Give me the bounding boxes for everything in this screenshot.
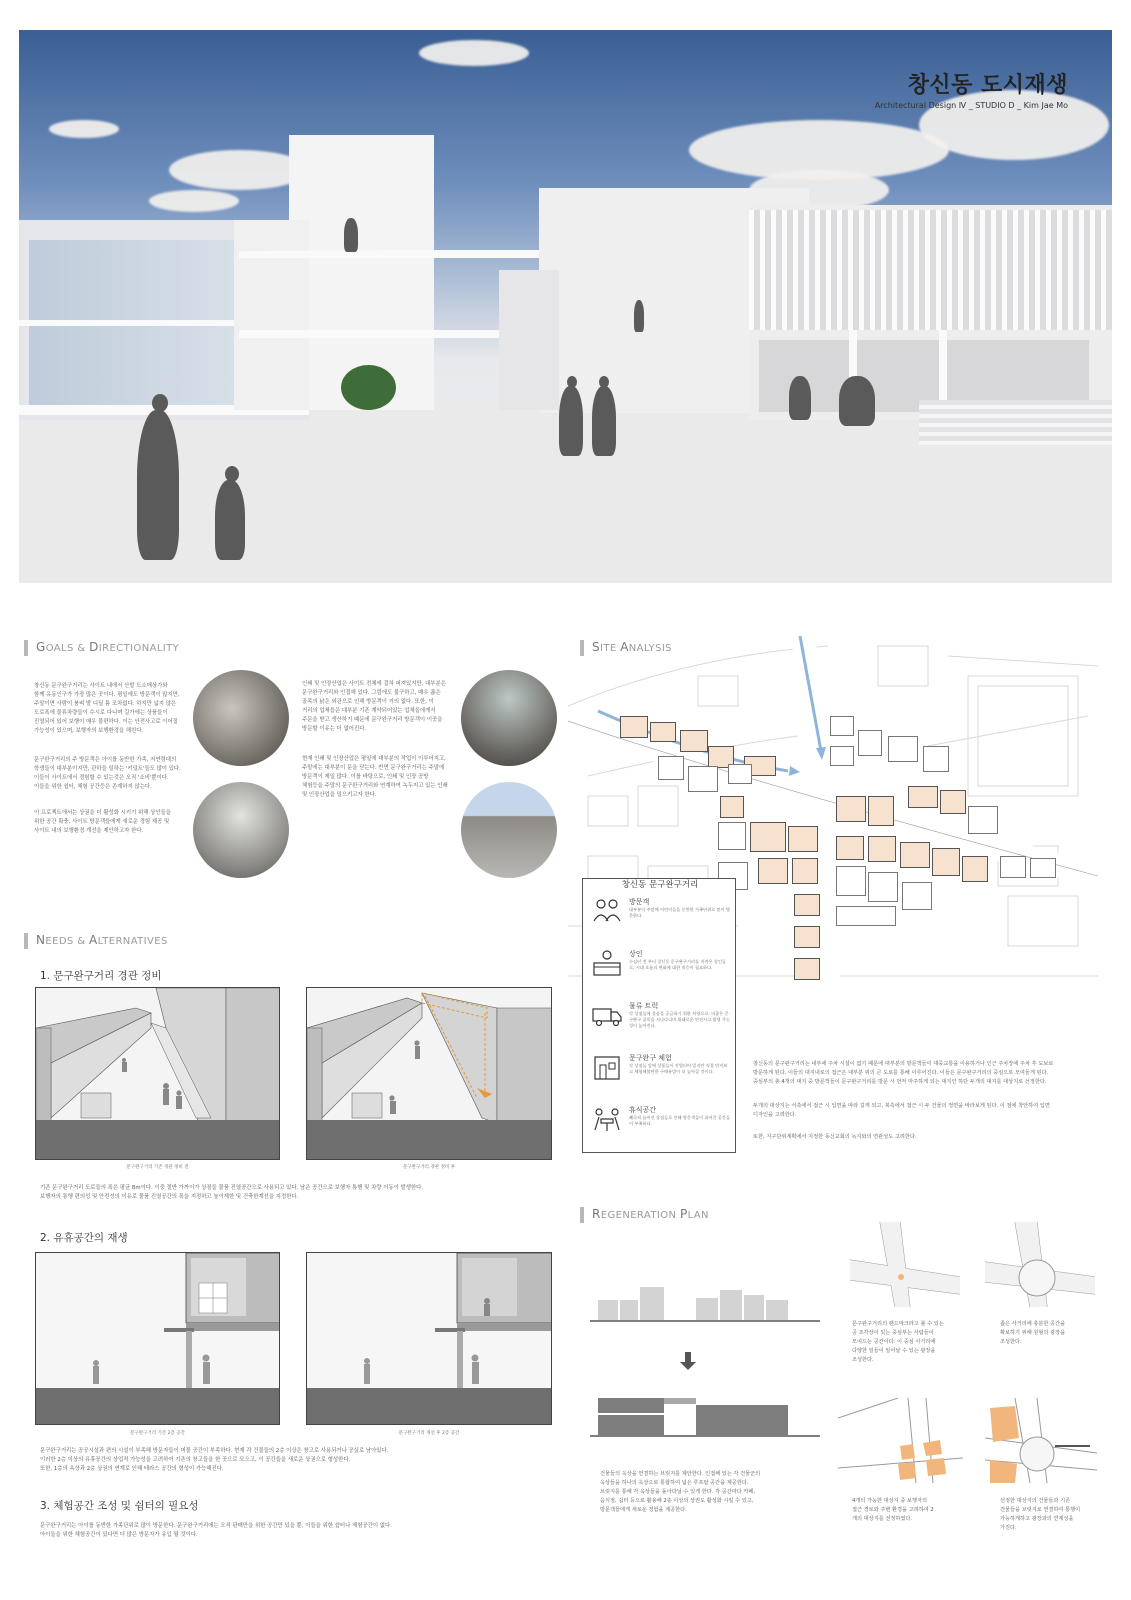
low-block: [234, 220, 309, 410]
regen-paragraph: 선정한 대상지의 건물들과 기존 건물들을 브릿지로 연결하여 통행이 가능하게하고 광장과의 연계성을 가진다.: [1000, 1498, 1081, 1531]
site-heading: [580, 640, 672, 656]
lot: [718, 822, 746, 850]
legend-box: [582, 878, 736, 1153]
visitor-icon: [591, 897, 623, 925]
lot: [836, 866, 866, 896]
caption: 문구완구거리 기존 경관 정비 전: [126, 1165, 189, 1170]
street-section-before: [35, 987, 280, 1160]
commercial-lot: [900, 842, 930, 868]
heading-text: EEDS &: [45, 936, 90, 947]
commercial-lot: [750, 822, 786, 852]
regen-paragraph: 건물들의 옥상을 연결하는 브릿지를 제안한다. 인접해 있는 각 건물군의 옥상들을 하나의 옥상으로 통합하여 넓은 루프탑 공간을 제공한다. 브릿지를 통해 각 옥상들을 돌아다닐 수 있게 한다. 각 공간마다 카페, 음식점, 쉼터 등으로 활용해 2층 이상의 상권도 활성화 시킬 수 있고, 방문객들에게 새로운 경험을 제공한다.: [600, 1471, 761, 1513]
idle-space-section-before: [35, 1252, 280, 1425]
person-on-terrace: [634, 300, 644, 332]
lot: [888, 736, 918, 762]
heading-text: LTERNATIVES: [97, 936, 168, 947]
commercial-lot: [836, 836, 864, 860]
goals-paragraph: 이 프로젝트에서는 상권을 더 활성화 시키기 위해 상인들을 위한 공간 확충, 사이트 방문객들에게 새로운 경험 제공 및 사이트 내의 보행환경 개선을 제안하고자 한다.: [34, 810, 171, 834]
commercial-lot: [680, 730, 708, 752]
lot: [830, 716, 854, 736]
lot: [830, 746, 854, 766]
building-section-drawing: [307, 1253, 552, 1425]
photo-printing-street: [461, 782, 557, 878]
rooftop-bridge-diagram: [590, 1280, 820, 1450]
site-paragraph: 또한, 지구단위계획에서 지정한 동신교회의 녹지와의 연관성도 고려한다.: [753, 1134, 917, 1140]
regen-paragraph: 문구완구거리의 랜드마크라고 볼 수 있는 공 조각상이 있는 중심부는 사람들이 모여드는 공간이다. 이 중심 사거리에 다양한 일들이 일어날 수 있는 광장을 조성한다.: [852, 1321, 944, 1363]
needs-paragraph: 문구완구거리는 아이를 동반한 가족단위로 많이 방문한다. 문구완구거리에는 오직 판매만을 위한 공간만 있을 뿐, 이들을 위한 쉼터나 체험공간이 없다. 아이들을 위한 체험공간이 있다면 더 많은 방문자가 유입 될 것이다.: [40, 1523, 392, 1538]
hero-rendering: [19, 30, 1112, 583]
lot: [1000, 856, 1026, 878]
cloud: [149, 190, 239, 212]
person-on-bridge: [344, 218, 358, 252]
heading-initial: R: [592, 1207, 601, 1221]
commercial-lot: [788, 826, 818, 852]
heading-initial: G: [36, 640, 46, 654]
person-silhouette: [137, 410, 179, 560]
lot: [923, 746, 949, 772]
lot: [868, 872, 898, 902]
intersection-diagram: [850, 1222, 960, 1307]
legend-title: 창신동 문구완구거리: [616, 880, 705, 890]
legend-item-title: 물류 트럭: [629, 1002, 659, 1010]
lot: [1030, 858, 1056, 878]
heading-text: OALS &: [45, 643, 90, 654]
regen-paragraph: 좁은 사거리에 충분한 공간을 확보하기 위해 원형의 광장을 조성한다.: [1000, 1321, 1066, 1345]
merchant-icon: [591, 949, 623, 977]
commercial-lot: [836, 796, 866, 822]
workshop-icon: [591, 1053, 623, 1081]
steps: [919, 400, 1112, 445]
site-paragraph: 창신동의 문구완구거리는 내부에 주차 시설이 없기 때문에 대부분의 방문객들이 대중교통을 이용하거나 인근 주차장에 주차 후 도보로 방문하게 된다. 이들의 대지내로의 접근은 대부분 위의 큰 도로를 통해 이루어진다. 이들은 문구완구거리의 중심으로 모여들게 된다. 중심부의 총 4개의 대지 중 방문객들이 문구완구거리를 방문 시 먼저 마주하게 되는 대지인 하단 두개의 대지를 대상지로 선정한다.: [753, 1061, 1054, 1085]
street-perspective-drawing: [36, 988, 280, 1160]
commercial-lot: [868, 796, 894, 826]
photo-shopping-street: [193, 782, 289, 878]
street-perspective-drawing: [307, 988, 552, 1160]
legend-item-desc: 빼곡히 늘어선 상점들로 인해 방문객들이 쉬어갈 공간들이 부족하다.: [629, 1115, 731, 1126]
tree: [341, 365, 396, 410]
goals-paragraph: 문구완구거리의 주 방문객은 아이를 동반한 가족, 저연령대의 학생들이 대부분이지만, 관하들 일하는 '키덜트'들도 많이 있다. 이들이 사이트에서 경험할 수 있는것은 오직 '소비'뿐이다. 이들을 위한 쉼터, 체험 공간등은 존재하지 않는다.: [34, 757, 181, 790]
needs-item-2-title: 2. 유휴공간의 재생: [40, 1232, 128, 1244]
heading-text: LAN: [687, 1210, 709, 1221]
lot: [858, 730, 882, 756]
commercial-lot: [794, 958, 820, 980]
commercial-lot: [962, 856, 988, 882]
heading-initial: S: [592, 640, 601, 654]
commercial-lot: [794, 926, 820, 948]
site-paragraph: 두개의 대상지는 서측에서 접근 시 입면을 따라 길게 되고, 북측에서 접근 시 두 건물의 정면을 바라보게 된다. 이 점에 착안하여 입면 디자인을 고려한다.: [753, 1103, 1050, 1118]
seated-person: [789, 376, 811, 420]
heading-initial: P: [679, 1207, 688, 1221]
truck-icon: [591, 1001, 623, 1029]
commercial-lot: [650, 722, 676, 742]
needs-item-3-title: 3. 체험공간 조성 및 쉼터의 필요성: [40, 1500, 199, 1512]
cloud: [49, 120, 119, 138]
goals-paragraph: 인쇄 및 인장산업은 사이트 전체에 걸쳐 퍼져있지만, 대부분은 문구완구거리와 인접해 있다. 그럼에도 불구하고, 매우 좁은 골목의 낡은 외관으로 인해 방문객이 거의 없다. 또한, 이 거리의 업체들은 대부분 기존 계약되어있는 업체들에게서 주문을 받고 생산하기 때문에 문구완구거리 방문객이 이곳을 방문할 이유는 더 없어진다.: [302, 681, 446, 732]
regen-paragraph: 4개의 가능한 대상지 중 보행자의 접근 경로와 주변 환경을 고려하여 2 개의 대상지를 선정하였다.: [852, 1498, 934, 1522]
site-selection-diagram: [838, 1398, 963, 1483]
photo-street-crowd: [193, 670, 289, 766]
needs-item-1-title: 1. 문구완구거리 경관 정비: [40, 970, 162, 982]
commercial-lot: [868, 836, 896, 862]
needs-paragraph: 문구완구거리는 공공시설과 편의 시설이 부족해 방문자들이 머물 공간이 부족하다. 현재 각 건물들의 2층 이상은 창고로 사용되거나 공실로 남아있다. 이러한 2층 이상의 유휴공간의 상업적 가능성을 고려하여 기존의 창고들을 한 곳으로 모으고, 이 공간들을 새로운 상권으로 형성한다. 또한, 1층의 옥상과 2층 상권의 연계로 인해 테라스 공간의 형성이 가능해진다.: [40, 1448, 389, 1472]
lot: [836, 906, 896, 926]
heading-text: IRECTIONALITY: [98, 643, 180, 654]
heading-text: ITE: [600, 643, 621, 654]
heading-initial: A: [89, 933, 98, 947]
legend-title-wrap: [583, 872, 737, 891]
legend-item-title: 상인: [629, 950, 643, 958]
circular-plaza-diagram: [985, 1222, 1095, 1307]
caption: 문구완구거리 경관 정비 후: [402, 1165, 456, 1170]
cloud: [419, 40, 529, 66]
project-title-block: [875, 68, 1068, 110]
street-section-after: [306, 987, 552, 1160]
commercial-lot: [720, 796, 744, 818]
legend-item-title: 방문객: [629, 898, 650, 906]
stair-block: [499, 270, 559, 410]
heading-initial: D: [89, 640, 99, 654]
lot: [658, 756, 684, 780]
commercial-lot: [908, 786, 938, 808]
child-silhouette: [215, 480, 245, 560]
commercial-lot: [932, 848, 960, 876]
rest-icon: [591, 1105, 623, 1133]
commercial-lot: [792, 858, 818, 884]
person-silhouette: [592, 386, 616, 456]
heading-text: NALYSIS: [628, 643, 672, 654]
needs-heading: [24, 933, 168, 949]
caption: 문구완구거리 개선 후 2층 공간: [398, 1431, 460, 1436]
idle-space-section-after: [306, 1252, 552, 1425]
project-title: 창신동 도시재생: [907, 73, 1068, 98]
commercial-lot: [940, 790, 966, 814]
vertical-louvers: [749, 210, 1112, 330]
goals-heading: [24, 640, 179, 656]
commercial-lot: [620, 716, 648, 738]
legend-item-title: 휴식공간: [629, 1106, 657, 1114]
heading-initial: N: [36, 933, 46, 947]
photo-narrow-alley: [461, 670, 557, 766]
project-subtitle: Architectural Design Ⅳ _ STUDIO D _ Kim Jae Mo: [874, 101, 1068, 110]
legend-item-title: 문구완구 체험: [629, 1054, 672, 1062]
seated-people: [839, 376, 875, 426]
legend-item-desc: 각 상점들 앞에 상품들이 진열되어 있지만 직접 만져보고 체험해볼만한 구매유발이 더 높아질 것이다.: [629, 1063, 728, 1074]
heading-initial: A: [620, 640, 629, 654]
regen-heading: [580, 1207, 709, 1223]
legend-item-desc: 대부분이 주말에 어린이들을 동반한 가족단위로 많이 방문한다.: [629, 907, 731, 918]
building-section-drawing: [36, 1253, 280, 1425]
goals-paragraph: 현재 인쇄 및 인장산업은 평일에 대부분의 작업이 이루어지고, 주말에는 대부분이 문을 닫는다. 반면 문구완구거리는 주말에 방문객이 제일 많다. 이를 바탕으로, 인쇄 및 인장 공방 체험등을 주말의 문구완구거리와 연계하여 녹두지고 있는 인쇄 및 인장산업을 일으키고자 한다.: [302, 756, 448, 798]
lot: [968, 806, 998, 834]
commercial-lot: [794, 894, 820, 916]
needs-paragraph: 기존 문구완구거리 도로들의 폭은 평균 8m이다. 이중 절반 가까이가 상점들 물품 진열공간으로 사용되고 있다. 남은 공간으로 보행자 통행 및 차량 이동이 발생한다. 보행자의 통행 편의성 및 안전성의 이유로 물품 진열공간의 폭을 지정하고 높이제한 및 건축한계선을 지정한다.: [40, 1185, 424, 1200]
lot: [728, 764, 752, 784]
caption: 문구완구거리 기존 2층 공간: [130, 1431, 185, 1436]
goals-paragraph: 창신동 문구완구거리는 사이트 내에서 산발 도소매상가와 함께 유동인구가 가장 많은 곳이다. 평일에도 방문객이 많지만, 주말이면 사람이 붐벼 발 디딜 틈 조차없다. 하지만 넓지 않은 도로폭에 물류차량들이 수시로 다니며 길가에는 상품들이 진열되어 있어 보행이 매우 불편하다. 이는 안전사고로 이어질 가능성이 있으며, 보행자의 보행환경을 해친다.: [34, 683, 180, 734]
bridge-connection-diagram: [985, 1398, 1097, 1483]
lot: [902, 882, 932, 910]
legend-item-desc: 수십년 전 부터 창신동 문구완구거리를 지켜온 상인들로, 시대 흐름의 변화에 대한 적응이 필요하다.: [629, 959, 726, 970]
cloud: [169, 150, 309, 190]
lot: [688, 766, 718, 792]
person-silhouette: [559, 386, 583, 456]
commercial-lot: [758, 858, 788, 884]
legend-item-desc: 각 상점들에 물품을 공급하기 위한 차량으로, 비좁은 문구완구 골목을 지나다니며 위태로운 안전사고 발생 가능성이 높아진다.: [629, 1011, 731, 1028]
heading-text: EGENERATION: [600, 1210, 680, 1221]
